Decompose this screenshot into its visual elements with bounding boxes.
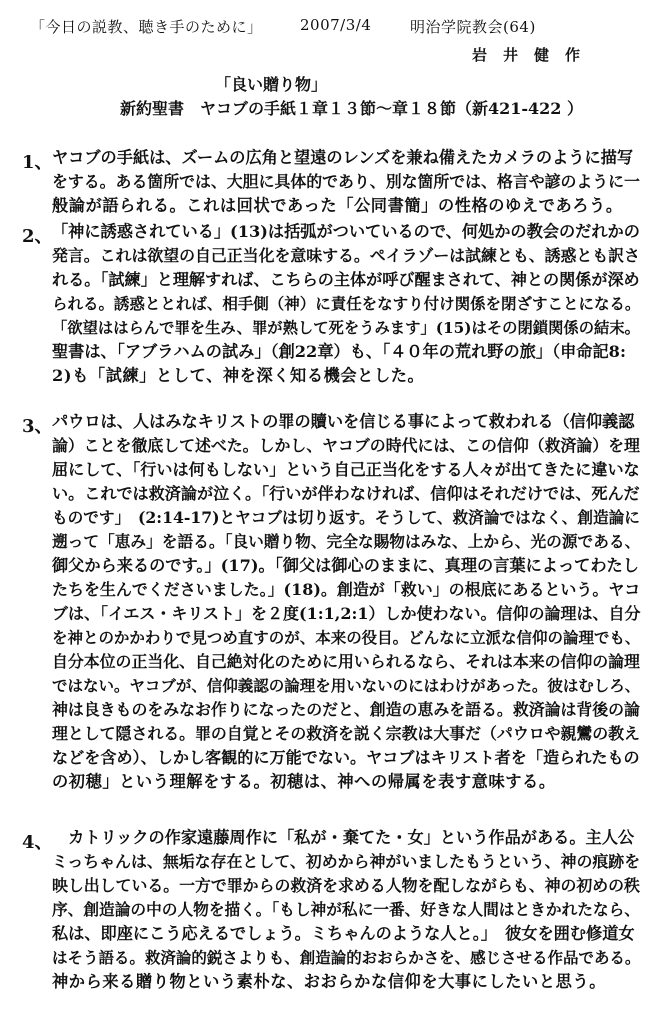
paragraph-line: 遡って「恵み」を語る。「良い贈り物、完全な賜物はみな、上から、光の源である、 xyxy=(52,532,641,551)
paragraph-line: 神から来る贈り物という素朴な、おおらかな信仰を大事にしたいと思う。 xyxy=(52,972,606,991)
paragraph-line: の初穂」という理解をする。初穂は、神への帰属を表す意味する。 xyxy=(52,772,556,791)
paragraph-line: 2)も「試練」として、神を深く知る機会とした。 xyxy=(52,366,425,385)
section-number: 4、 xyxy=(22,832,53,853)
church-name: 明治学院教会(64) xyxy=(410,18,536,36)
paragraph-line: 映し出している。一方で罪からの救済を求める人物を配しながらも、神の初めの秩 xyxy=(52,876,640,895)
section-4 xyxy=(22,826,641,1006)
paragraph-line: 「欲望ははらんで罪を生み、罪が熟して死をうみます」(15)はその閉鎖関係の結末。 xyxy=(52,319,640,337)
sermon-date: 2007/3/4 xyxy=(300,16,372,34)
paragraph-line: などを含め）、しかし客観的に万能でない。ヤコブはキリスト者を「造られたもの xyxy=(52,748,640,767)
paragraph-line: れる。「試練」と理解すれば、こちらの主体が呼び醒まされて、神との関係が深め xyxy=(52,270,640,289)
paragraph-line: 論）ことを徹底して述べた。しかし、ヤコブの時代には、この信仰（救済論）を理 xyxy=(52,436,640,455)
paragraph-line: ではない。ヤコブが、信仰義認の論理を用いないのにはわけがあった。彼はむしろ、 xyxy=(52,676,641,695)
section-3 xyxy=(22,410,641,796)
paragraph-line: ミっちゃんは、無垢な存在として、初めから神がいましたもうという、神の痕跡を xyxy=(52,852,641,871)
paragraph-line: ものです」 (2:14-17)とヤコブは切り返す。そうして、救済論ではなく、創造論に xyxy=(52,508,640,527)
paragraph-line: 御父から来るのです。」(17)。「御父は御心のままに、真理の言葉によってわたし xyxy=(52,556,639,575)
paragraph-line: られる。誘惑ととれば、相手側（神）に責任をなすり付け関係を閉ざすことになる。 xyxy=(52,294,641,313)
section-2 xyxy=(22,220,641,390)
paragraph-line: 神は良きものをみなお作りになったのだと、創造の恵みを語る。救済論は背後の論 xyxy=(52,700,640,719)
paragraph-line: をする。ある箇所では、大胆に具体的であり、別な箇所では、格言や諺のように一 xyxy=(52,172,640,191)
sermon-title: 「良い贈り物」 xyxy=(215,75,328,94)
section-number: 3、 xyxy=(22,416,53,437)
series-title: 「今日の説教、聴き手のために」 xyxy=(30,18,263,36)
paragraph-line: い。これでは救済論が泣く。「行いが伴わなければ、信仰はそれだけでは、死んだ xyxy=(52,484,640,503)
section-1 xyxy=(22,146,640,224)
paragraph-line: 私は、即座にこう応えるでしょう。ミちゃんのような人と。」 彼女を囲む修道女 xyxy=(52,924,635,943)
paragraph-line: はそう語る。救済論的鋭さよりも、創造論的おおらかさを、感じさせる作品である。 xyxy=(52,948,641,967)
paragraph-line: を神とのかかわりで見つめ直すのが、本来の役目。どんなに立派な信仰の論理でも、 xyxy=(52,628,641,647)
paragraph-line: 聖書は、「アブラハムの試み」（創22章）も、「４０年の荒れ野の旅」（申命記8: xyxy=(52,342,626,361)
section-number: 2、 xyxy=(22,226,53,247)
paragraph-line: 自分本位の正当化、自己絶対化のために用いられるなら、それは本来の信仰の論理 xyxy=(52,652,640,671)
paragraph-line: 理として隠される。罪の自覚とその救済を説く宗教は大事だ（パウロや親鸞の教え xyxy=(52,724,640,743)
paragraph-line: ヤコブの手紙は、ズームの広角と望遠のレンズを兼ね備えたカメラのように描写 xyxy=(52,148,634,167)
paragraph-line: 屈にして、「行いは何もしない」という自己正当化をする人々が出てきたに違いな xyxy=(52,460,640,479)
paragraph-line: 発言。これは欲望の自己正当化を意味する。ペイラゾーは試練とも、誘惑とも訳さ xyxy=(52,246,640,265)
paragraph-line: ブは、「イエス・キリスト」を２度(1:1,2:1）しか使わない。信仰の論理は、自分 xyxy=(52,604,641,623)
paragraph-line: たちを生んでくださいました。」(18)。創造が「救い」の根底にあるという。ヤコ xyxy=(52,580,641,599)
paragraph-line: 序、創造論の中の人物を描く。「もし神が私に一番、好きな人間はときかれたなら、 xyxy=(52,900,640,919)
author-name: 岩 井 健 作 xyxy=(472,46,581,64)
paragraph-line: 般論が語られる。これは回状であった「公同書簡」の性格のゆえであろう。 xyxy=(52,196,623,215)
paragraph-line: 「神に誘惑されている」(13)は括弧がついているので、何処かの教会のだれかの xyxy=(52,222,640,241)
paragraph-line: カトリックの作家遠藤周作に「私が・棄てた・女」という作品がある。主人公 xyxy=(52,828,635,847)
paragraph-line: パウロは、人はみなキリストの罪の贖いを信じる事によって救われる（信仰義認 xyxy=(52,412,635,431)
section-number: 1、 xyxy=(22,152,53,173)
scripture-reference: 新約聖書 ヤコブの手紙１章１３節～章１８節（新421-422 ） xyxy=(120,99,584,118)
